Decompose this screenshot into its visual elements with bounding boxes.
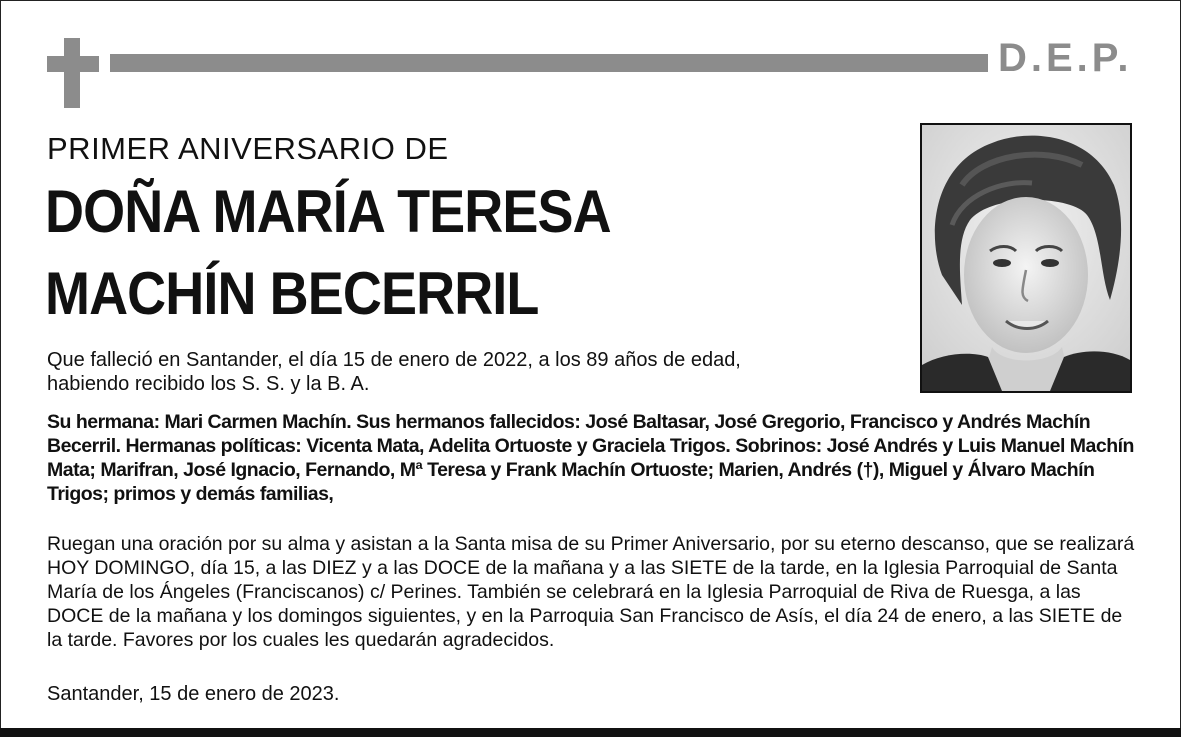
cross-icon-horizontal bbox=[47, 56, 99, 72]
notice-subtitle: PRIMER ANIVERSARIO DE bbox=[47, 131, 449, 166]
deceased-name-line-2: MACHÍN BECERRIL bbox=[45, 260, 539, 327]
header-rule bbox=[110, 54, 988, 72]
portrait-image bbox=[922, 125, 1130, 391]
family-list: Su hermana: Mari Carmen Machín. Sus hermanos fallecidos: José Baltasar, José Gregorio, Francisco y Andrés Machín Becerril. Hermanas políticas: Vicenta Mata, Adelita Ortuoste y Graciela Trigos. Sobrinos: José Andrés y Luis Manuel Machín Mata; Marifran, José Ignacio, Fernando, Mª Teresa y Frank Machín Ortuoste; Marien, Andrés (†), Miguel y Álvaro Machín Trigos; primos y demás familias, bbox=[47, 411, 1134, 505]
portrait-photo bbox=[920, 123, 1132, 393]
deceased-name-line-1: DOÑA MARÍA TERESA bbox=[45, 178, 611, 245]
death-details: Que falleció en Santander, el día 15 de enero de 2022, a los 89 años de edad, habiendo recibido los S. S. y la B. A. bbox=[47, 349, 741, 395]
cross-icon-vertical bbox=[64, 38, 80, 108]
bottom-rule bbox=[0, 728, 1181, 737]
mass-details: Ruegan una oración por su alma y asistan a la Santa misa de su Primer Aniversario, por su eterno descanso, que se realizará HOY DOMINGO, día 15, a las DIEZ y a las DOCE de la mañana y a las SIETE de la tarde, en la Iglesia Parroquial de Santa María de los Ángeles (Franciscanos) c/ Perines. También se celebrará en la Iglesia Parroquial de Riva de Ruesga, a las DOCE de la mañana y los domingos siguientes, y en la Parroquia San Francisco de Asís, el día 24 de enero, a las SIETE de la tarde. Favores por los cuales les quedarán agradecidos. bbox=[47, 533, 1135, 651]
place-date: Santander, 15 de enero de 2023. bbox=[47, 683, 340, 705]
dep-label: D.E.P. bbox=[998, 36, 1133, 80]
